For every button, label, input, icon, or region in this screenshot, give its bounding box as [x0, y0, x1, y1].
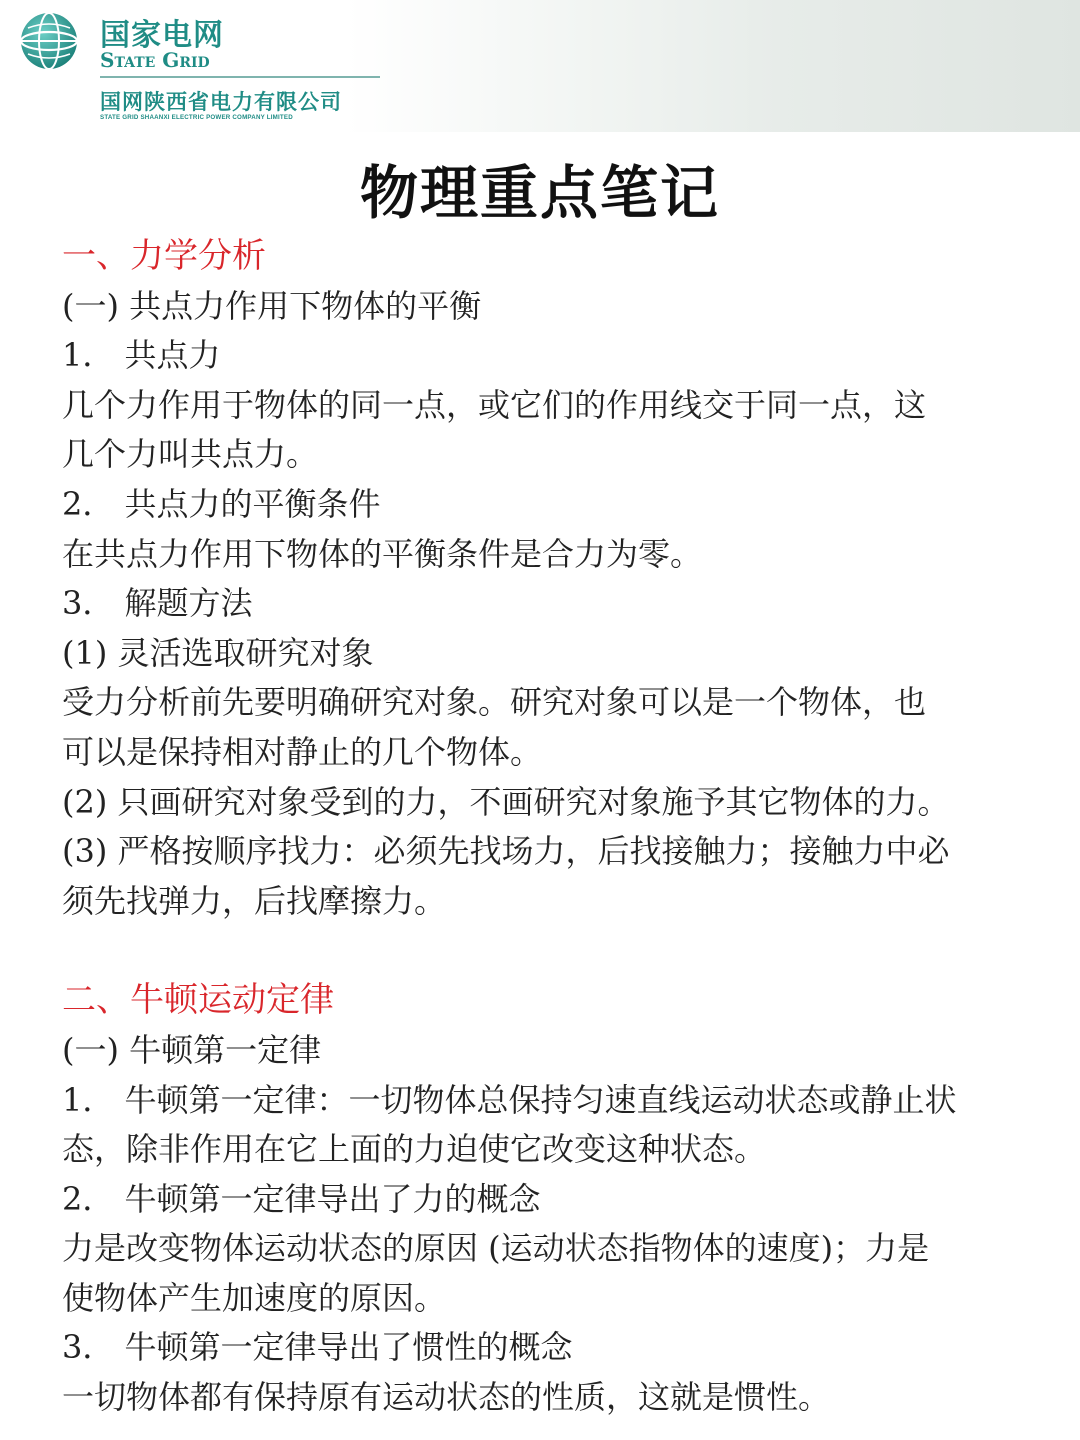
note-line: (一) 牛顿第一定律 [62, 1030, 322, 1069]
company-name-cn: 国网陕西省电力有限公司 [100, 90, 342, 114]
section-newton-laws [62, 976, 1052, 1422]
section-mechanics [62, 232, 1052, 926]
note-line: 2． 牛顿第一定律导出了力的概念 [62, 1179, 541, 1218]
company-name-en: STATE GRID SHAANXI ELECTRIC POWER COMPANY LIMITED [100, 114, 293, 121]
brand-name-en: State Grid [100, 48, 210, 72]
note-line: 几个力叫共点力。 [62, 435, 319, 474]
logo-divider [100, 76, 380, 78]
page-title: 物理重点笔记 [359, 159, 720, 227]
note-line: 1． 牛顿第一定律：一切物体总保持匀速直线运动状态或静止状 [62, 1080, 957, 1119]
note-line: 须先找弹力，后找摩擦力。 [62, 881, 447, 920]
note-line: 几个力作用于物体的同一点，或它们的作用线交于同一点，这 [62, 385, 927, 424]
note-line: 2． 共点力的平衡条件 [62, 484, 381, 523]
note-line: 一切物体都有保持原有运动状态的性质，这就是惯性。 [62, 1378, 831, 1417]
note-line: (一) 共点力作用下物体的平衡 [62, 286, 482, 325]
brand-name-cn: 国家电网 [100, 18, 224, 53]
section-heading: 二、牛顿运动定律 [62, 980, 334, 1021]
note-line: 3． 解题方法 [62, 584, 253, 623]
note-line: 力是改变物体运动状态的原因 (运动状态指物体的速度)；力是 [62, 1229, 930, 1268]
note-line: 1． 共点力 [62, 336, 221, 375]
note-line: 使物体产生加速度的原因。 [62, 1278, 447, 1317]
note-line: 受力分析前先要明确研究对象。研究对象可以是一个物体，也 [62, 683, 927, 722]
state-grid-globe-icon [18, 10, 80, 72]
note-line: (2) 只画研究对象受到的力，不画研究对象施予其它物体的力。 [62, 782, 950, 821]
state-grid-logo [18, 8, 398, 128]
note-line: 在共点力作用下物体的平衡条件是合力为零。 [62, 534, 703, 573]
note-line: (1) 灵活选取研究对象 [62, 633, 374, 672]
note-line: 可以是保持相对静止的几个物体。 [62, 732, 543, 771]
notes-content [62, 232, 1052, 1423]
section-heading: 一、力学分析 [62, 236, 266, 276]
note-line: 态，除非作用在它上面的力迫使它改变这种状态。 [62, 1130, 767, 1169]
note-line: (3) 严格按顺序找力：必须先找场力，后找接触力；接触力中必 [62, 832, 950, 871]
note-line: 3． 牛顿第一定律导出了惯性的概念 [62, 1328, 573, 1367]
